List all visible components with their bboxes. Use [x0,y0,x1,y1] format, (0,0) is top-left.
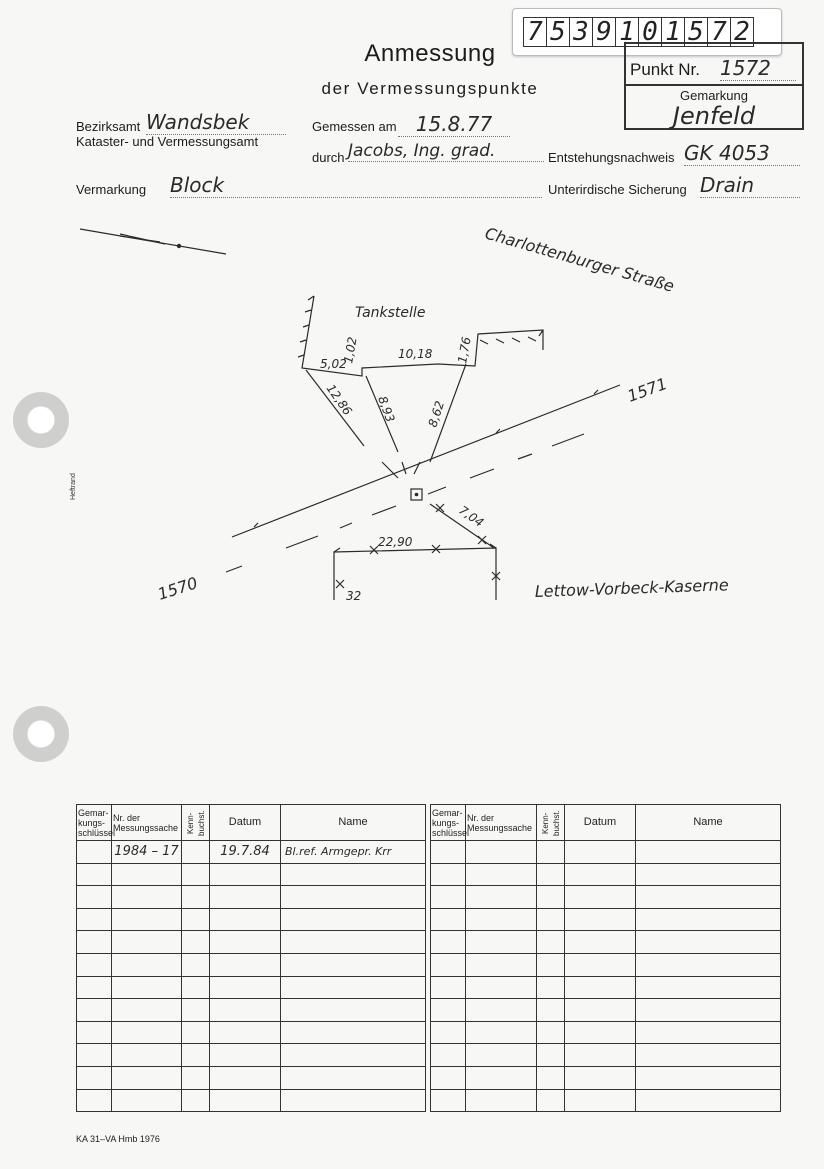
dim-label: 1,76 [455,335,474,365]
sicherung-label: Unterirdische Sicherung [548,182,687,197]
table-row [431,841,781,864]
table-row [77,908,426,931]
archive-digit: 3 [569,17,593,47]
archive-digit: 1 [661,17,685,47]
sicherung-value: Drain [700,173,800,198]
form-code: KA 31–VA Hmb 1976 [76,1134,160,1144]
table-row [77,1044,426,1067]
punkt-value: 1572 [720,56,796,81]
table-cell: 19.7.84 [210,841,281,864]
register-table-left [76,804,426,1112]
entstehung-label: Entstehungsnachweis [548,150,675,165]
point-label-right: 1571 [624,373,670,406]
street-label: Charlottenburger Straße [482,223,677,296]
table-row [431,1021,781,1044]
gemessen-value: 15.8.77 [398,112,510,137]
table-row [77,841,426,864]
column-header: Gemar-kungs-schlüssel [431,805,466,841]
form-title: Anmessung [364,40,496,67]
dim-label: 1,02 [341,335,360,365]
archive-digit: 7 [523,17,547,47]
table-row [77,1089,426,1112]
gemarkung-label: Gemarkung [680,88,748,103]
column-header: Kenn-buchst. [537,805,565,841]
table-row [431,931,781,954]
column-header: Kenn-buchst. [182,805,210,841]
point-label-left: 1570 [155,573,200,604]
table-row [77,976,426,999]
register-table-right [430,804,781,1112]
table-cell: Bl.ref. Armgepr. Krr [281,841,426,864]
column-header: Gemar-kungs-schlüssel [77,805,112,841]
table-row [77,886,426,909]
dim-label: 22,90 [378,535,413,549]
kataster-label: Kataster- und Vermessungsamt [76,134,259,149]
dim-label: 10,18 [398,347,433,361]
bezirksamt-label: Bezirksamt [76,119,141,134]
table-row [431,953,781,976]
vermarkung-label: Vermarkung [76,182,147,197]
archive-digit: 1 [615,17,639,47]
form-subtitle: der Vermessungspunkte [321,79,539,98]
kaserne-label: Lettow-Vorbeck-Kaserne [534,575,730,601]
gemarkung-value: Jenfeld [672,102,756,130]
durch-value: Jacobs, Ing. grad. [348,141,544,162]
table-row [77,953,426,976]
gemessen-label: Gemessen am [312,119,397,134]
archive-digit: 7 [707,17,731,47]
archive-digit: 0 [638,17,662,47]
tankstelle-label: Tankstelle [355,305,426,321]
bezirksamt-value: Wandsbek [146,110,286,135]
table-row [77,1066,426,1089]
table-row [77,1021,426,1044]
archive-digit: 5 [684,17,708,47]
dim-label: 8,93 [375,394,398,425]
table-row [431,976,781,999]
dim-label: 8,62 [425,399,448,429]
column-header: Datum [210,805,281,841]
archive-digit: 5 [546,17,570,47]
dim-label: 5,02 [320,357,347,371]
archive-digit: 9 [592,17,616,47]
table-row [77,931,426,954]
column-header: Name [636,805,781,841]
column-header: Name [281,805,426,841]
column-header: Nr. der Messungssache [112,805,182,841]
table-row [431,1044,781,1067]
heftrand-label: Heftrand [70,473,77,500]
punkt-label: Punkt Nr. [630,60,700,79]
table-row [431,863,781,886]
table-row [431,1089,781,1112]
entstehung-value: GK 4053 [684,141,800,166]
vermarkung-value: Block [170,173,542,198]
dim-label: 7,04 [456,502,487,530]
dim-label: 12,86 [323,381,355,418]
table-row [431,886,781,909]
dim-label: 32 [346,589,362,603]
table-cell: 1984 – 17 [112,841,182,864]
table-row [77,999,426,1022]
table-row [431,1066,781,1089]
table-row [431,999,781,1022]
table-cell [182,841,210,864]
table-cell [77,841,112,864]
table-row [77,863,426,886]
column-header: Datum [565,805,636,841]
archive-digit: 2 [730,17,754,47]
column-header: Nr. der Messungssache [466,805,537,841]
durch-label: durch [312,150,345,165]
table-row [431,908,781,931]
